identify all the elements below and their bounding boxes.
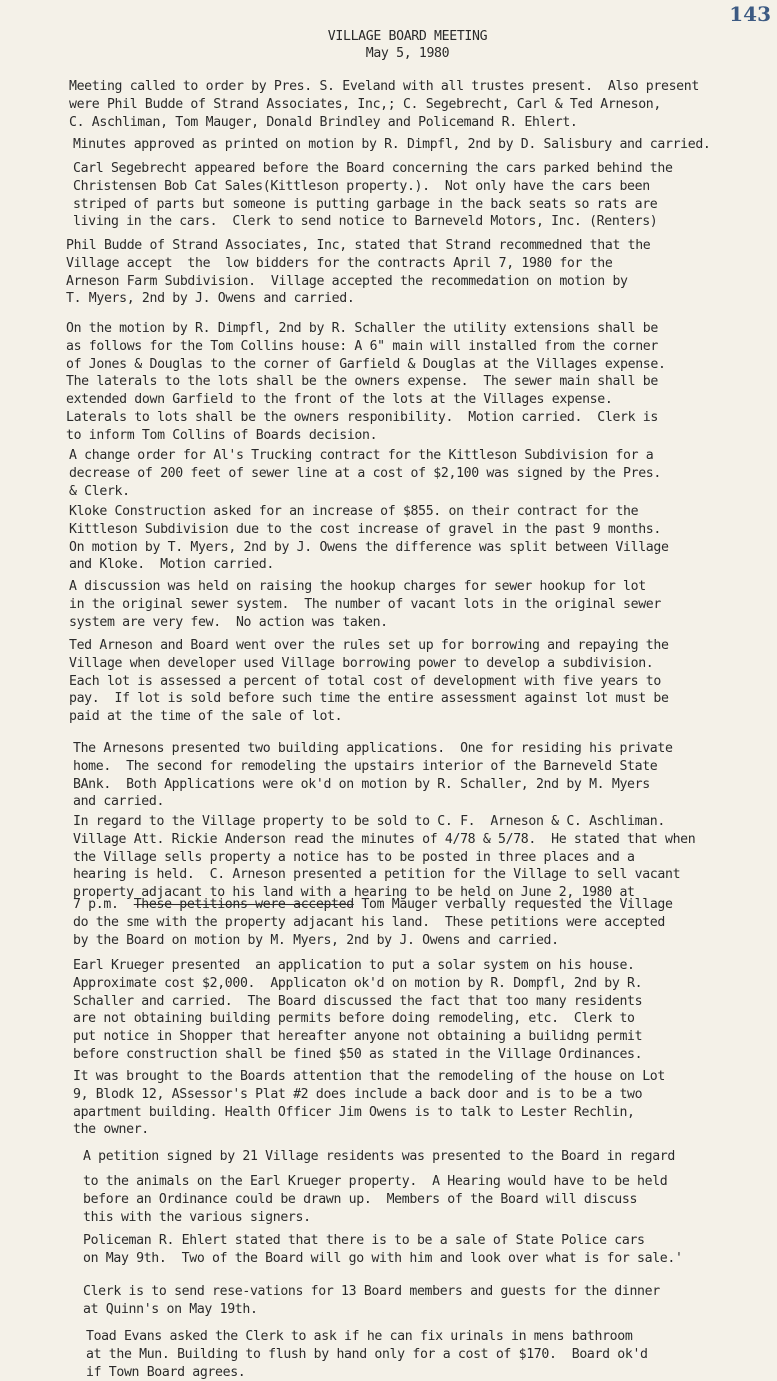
- paragraph-6-line: & Clerk.: [69, 483, 130, 499]
- paragraph-11-line: Village Att. Rickie Anderson read the minutes of 4/78 & 5/78. He stated that when: [73, 831, 696, 847]
- paragraph-9-line: Village when developer used Village borrowing power to develop a subdivision.: [69, 655, 654, 671]
- paragraph-7-line: Kittleson Subdivision due to the cost increase of gravel in the past 9 months.: [69, 521, 661, 537]
- struck-text: These petitions were accepted: [133, 897, 354, 912]
- paragraph-19-line: if Town Board agrees.: [86, 1364, 246, 1380]
- paragraph-14-line: It was brought to the Boards attention that the remodeling of the house on Lot: [73, 1069, 665, 1084]
- paragraph-17-line: on May 9th. Two of the Board will go with him and look over what is for sale.': [83, 1250, 683, 1266]
- paragraph-10-line: home. The second for remodeling the upstairs interior of the Barneveld State: [73, 758, 658, 774]
- paragraph-4-line: Arneson Farm Subdivision. Village accepted the recommedation on motion by: [66, 273, 628, 289]
- paragraph-19-line: at the Mun. Building to flush by hand only for a cost of $170. Board ok'd: [86, 1346, 648, 1362]
- paragraph-8-line: in the original sewer system. The number of vacant lots in the original sewer: [69, 596, 661, 612]
- paragraph-11-line: In regard to the Village property to be sold to C. F. Arneson & C. Aschliman.: [73, 814, 665, 829]
- paragraph-1-line: C. Aschliman, Tom Mauger, Donald Brindley and Policemand R. Ehlert.: [69, 114, 578, 130]
- paragraph-13-line: before construction shall be fined $50 as stated in the Village Ordinances.: [73, 1047, 643, 1062]
- paragraph-16-line: this with the various signers.: [83, 1209, 311, 1225]
- paragraph-5-line: Laterals to lots shall be the owners responibility. Motion carried. Clerk is: [66, 410, 658, 425]
- paragraph-1-line: Meeting called to order by Pres. S. Eveland with all trustes present. Also present: [69, 79, 699, 94]
- paragraph-13-line: put notice in Shopper that hereafter anyone not obtaining a builidng permit: [73, 1029, 643, 1045]
- paragraph-13-line: Schaller and carried. The Board discussed the fact that too many residents: [73, 993, 643, 1009]
- paragraph-12-line: by the Board on motion by M. Myers, 2nd by J. Owens and carried.: [73, 932, 559, 948]
- paragraph-10-line: The Arnesons presented two building applications. One for residing his private: [73, 741, 673, 756]
- paragraph-14-line: apartment building. Health Officer Jim Owens is to talk to Lester Rechlin,: [73, 1104, 635, 1120]
- paragraph-6-line: decrease of 200 feet of sewer line at a cost of $2,100 was signed by the Pres.: [69, 465, 661, 481]
- paragraph-10-line: BAnk. Both Applications were ok'd on motion by R. Schaller, 2nd by M. Myers: [73, 776, 650, 792]
- paragraph-5-line: extended down Garfield to the front of the lots at the Villages expense.: [66, 392, 613, 408]
- paragraph-1-line: were Phil Budde of Strand Associates, Inc,; C. Segebrecht, Carl & Ted Arneson,: [69, 96, 661, 112]
- paragraph-2-line: Minutes approved as printed on motion by R. Dimpfl, 2nd by D. Salisbury and carried.: [73, 137, 711, 152]
- paragraph-8-line: system are very few. No action was taken.: [69, 614, 388, 630]
- paragraph-3-line: Carl Segebrecht appeared before the Board concerning the cars parked behind the: [73, 161, 673, 176]
- paragraph-5-line: On the motion by R. Dimpfl, 2nd by R. Schaller the utility extensions shall be: [66, 321, 658, 336]
- paragraph-9-line: paid at the time of the sale of lot.: [69, 709, 343, 725]
- paragraph-3-line: Christensen Bob Cat Sales(Kittleson property.). Not only have the cars been: [73, 178, 650, 194]
- paragraph-5-line: of Jones & Douglas to the corner of Garfield & Douglas at the Villages expense.: [66, 356, 666, 372]
- paragraph-3-line: striped of parts but someone is putting garbage in the back seats so rats are: [73, 196, 658, 212]
- paragraph-6-line: A change order for Al's Trucking contract for the Kittleson Subdivision for a: [69, 448, 654, 463]
- paragraph-11-line: hearing is held. C. Arneson presented a petition for the Village to sell vacant: [73, 867, 681, 883]
- paragraph-3-line: living in the cars. Clerk to send notice to Barneveld Motors, Inc. (Renters): [73, 214, 658, 230]
- paragraph-9-line: Ted Arneson and Board went over the rules set up for borrowing and repaying the: [69, 638, 669, 653]
- document-date: May 5, 1980: [365, 46, 450, 61]
- paragraph-9-line: pay. If lot is sold before such time the entire assessment against lot must be: [69, 691, 669, 707]
- paragraph-16-line: before an Ordinance could be drawn up. Members of the Board will discuss: [83, 1191, 638, 1207]
- paragraph-11-line: the Village sells property a notice has to be posted in three places and a: [73, 849, 635, 865]
- paragraph-4-line: Phil Budde of Strand Associates, Inc, stated that Strand recommedned that the: [66, 238, 651, 253]
- paragraph-8-line: A discussion was held on raising the hookup charges for sewer hookup for lot: [69, 579, 646, 594]
- paragraph-14-line: the owner.: [73, 1122, 149, 1138]
- mixed-line-lead: 7 p.m.: [73, 897, 134, 912]
- paragraph-15-line: A petition signed by 21 Village residents was presented to the Board in regard: [83, 1149, 675, 1164]
- paragraph-13-line: are not obtaining building permits before doing remodeling, etc. Clerk to: [73, 1011, 635, 1027]
- paragraph-17-line: Policeman R. Ehlert stated that there is to be a sale of State Police cars: [83, 1233, 645, 1248]
- paragraph-7-line: Kloke Construction asked for an increase of $855. on their contract for the: [69, 504, 639, 519]
- paragraph-5-line: as follows for the Tom Collins house: A 6" main will installed from the corner: [66, 338, 658, 354]
- paragraph-4-line: Village accept the low bidders for the contracts April 7, 1980 for the: [66, 255, 613, 271]
- paragraph-18-line: Clerk is to send rese-vations for 13 Board members and guests for the dinner: [83, 1284, 660, 1299]
- paragraph-10-line: and carried.: [73, 794, 165, 810]
- paragraph-7-line: and Kloke. Motion carried.: [69, 557, 274, 573]
- paragraph-14-line: 9, Blodk 12, ASsessor's Plat #2 does include a back door and is to be a two: [73, 1086, 643, 1102]
- document-title: VILLAGE BOARD MEETING: [327, 29, 488, 44]
- paragraph-4-line: T. Myers, 2nd by J. Owens and carried.: [66, 291, 355, 307]
- paragraph-13-line: Earl Krueger presented an application to put a solar system on his house.: [73, 958, 635, 973]
- paragraph-18-line: at Quinn's on May 19th.: [83, 1301, 258, 1317]
- paragraph-12-line: do the sme with the property adjacant his land. These petitions were accepted: [73, 915, 665, 930]
- paragraph-5-line: to inform Tom Collins of Boards decision.: [66, 427, 378, 443]
- paragraph-19-line: Toad Evans asked the Clerk to ask if he can fix urinals in mens bathroom: [86, 1329, 633, 1344]
- paragraph-16-line: to the animals on the Earl Krueger property. A Hearing would have to be held: [83, 1174, 668, 1189]
- paragraph-11-line: property adjacant to his land with a hearing to be held on June 2, 1980 at: [73, 885, 635, 901]
- paragraph-5-line: The laterals to the lots shall be the owners expense. The sewer main shall be: [66, 374, 658, 390]
- paragraph-9-line: Each lot is assessed a percent of total cost of development with five years to: [69, 673, 661, 689]
- paragraph-7-line: On motion by T. Myers, 2nd by J. Owens the difference was split between Village: [69, 539, 669, 555]
- page-number: 143: [729, 2, 771, 26]
- paragraph-13-line: Approximate cost $2,000. Applicaton ok'd on motion by R. Dompfl, 2nd by R.: [73, 975, 643, 991]
- mixed-line: [73, 896, 673, 914]
- mixed-line-tail: Tom Mauger verbally requested the Village: [353, 897, 673, 912]
